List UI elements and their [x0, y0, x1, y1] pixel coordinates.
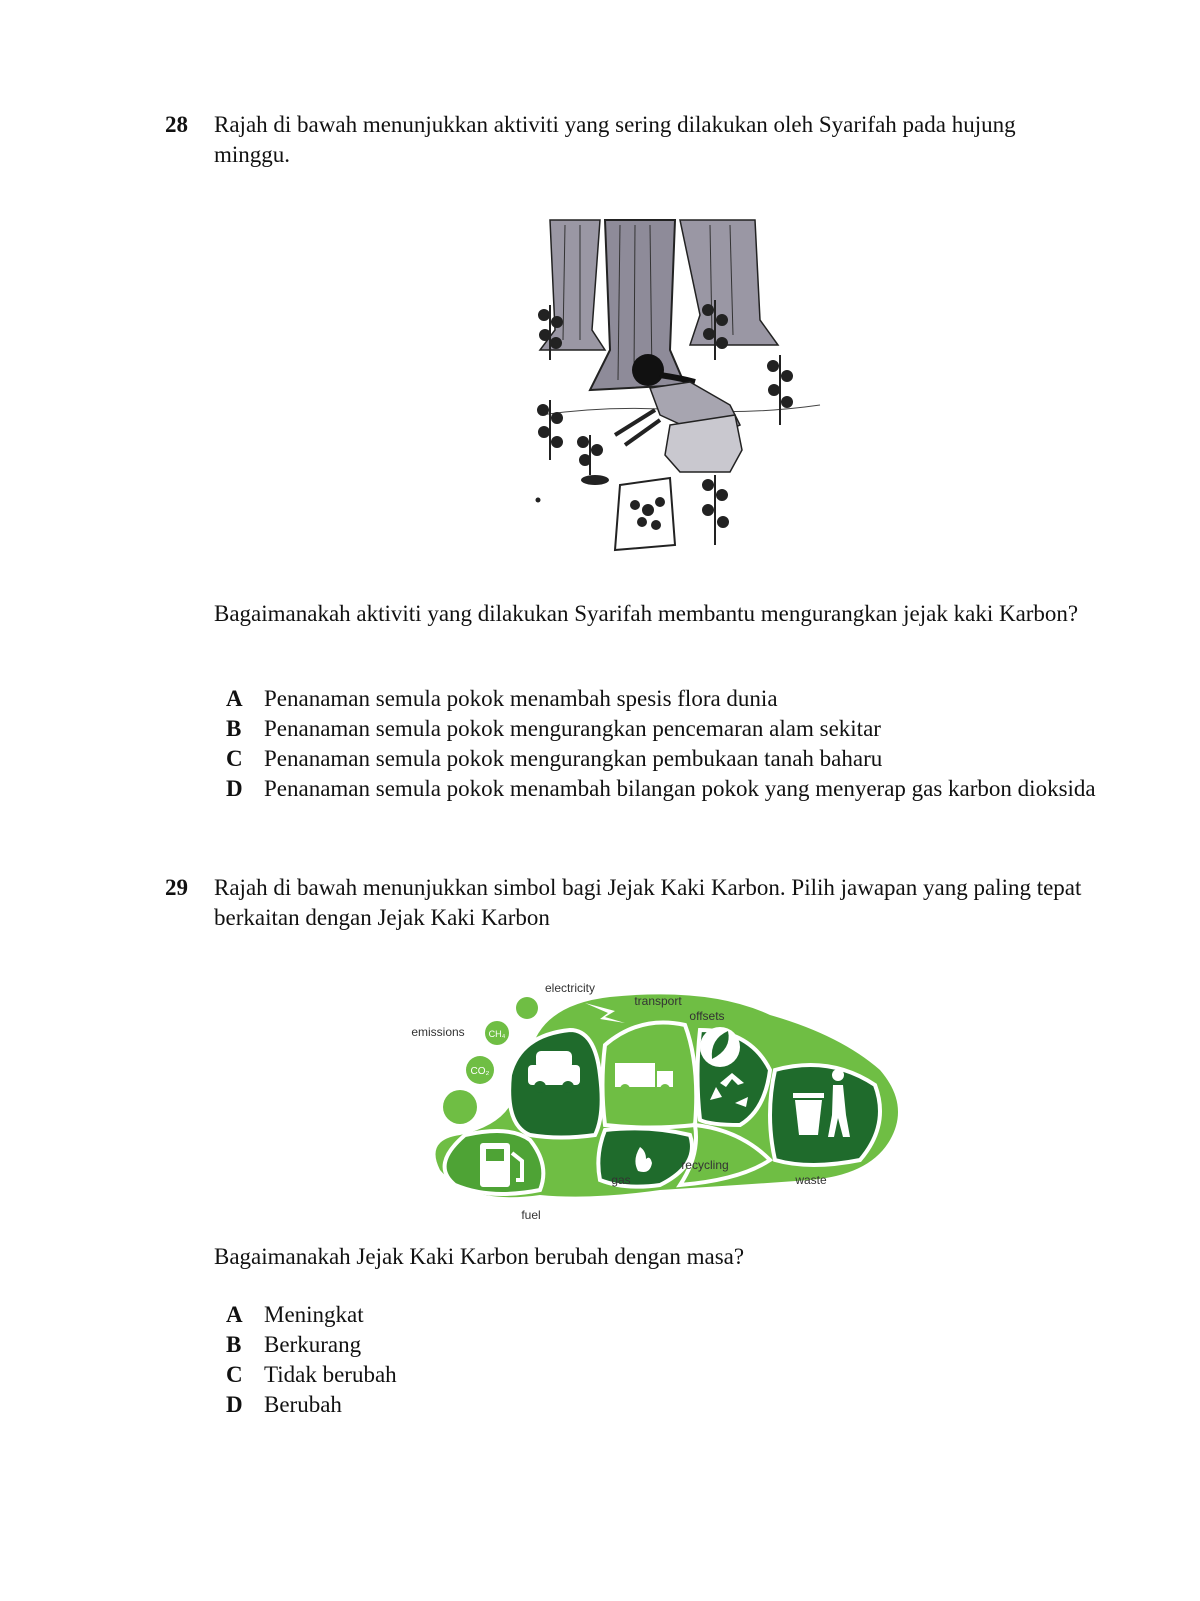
fuel-label: fuel: [521, 1208, 541, 1222]
waste-label: waste: [795, 1173, 827, 1187]
transport-label: transport: [634, 994, 682, 1008]
option-text: Berubah: [264, 1392, 342, 1417]
question-prompt: Bagaimanakah Jejak Kaki Karbon berubah dengan masa?: [214, 1244, 745, 1269]
question-prompt: Bagaimanakah aktiviti yang dilakukan Syarifah membantu mengurangkan jejak kaki Karbon?: [214, 601, 1079, 626]
question-number: 28: [165, 112, 188, 137]
option-text: Penanaman semula pokok menambah bilangan pokok yang menyerap gas karbon dioksida: [264, 776, 1096, 801]
option-text: Tidak berubah: [264, 1362, 397, 1387]
recycling-label: recycling: [681, 1158, 729, 1172]
answer-options: [226, 684, 1126, 804]
question-text: Rajah di bawah menunjukkan aktiviti yang sering dilakukan oleh Syarifah pada hujung minggu.: [214, 112, 1016, 167]
co2-label: CO₂: [470, 1066, 490, 1077]
emissions-label: emissions: [411, 1025, 465, 1039]
electricity-label: electricity: [544, 981, 596, 995]
option-letter: C: [226, 746, 243, 771]
option-b[interactable]: [226, 714, 1126, 744]
option-text: Penanaman semula pokok mengurangkan pencemaran alam sekitar: [264, 716, 881, 741]
option-letter: D: [226, 1392, 243, 1417]
option-letter: A: [226, 686, 243, 711]
option-text: Penanaman semula pokok mengurangkan pembukaan tanah baharu: [264, 746, 883, 771]
option-letter: C: [226, 1362, 243, 1387]
option-text: Meningkat: [264, 1302, 364, 1327]
option-text: Berkurang: [264, 1332, 362, 1357]
option-letter: A: [226, 1302, 243, 1327]
option-letter: B: [226, 716, 242, 741]
option-c[interactable]: [226, 1360, 1126, 1390]
option-b[interactable]: [226, 1330, 1126, 1360]
option-a[interactable]: [226, 1300, 1126, 1330]
option-letter: D: [226, 776, 243, 801]
gas-label: gas: [611, 1173, 631, 1187]
carbon-footprint-diagram: [410, 975, 910, 1245]
option-a[interactable]: [226, 684, 1126, 714]
ch4-label: CH₄: [488, 1029, 506, 1039]
option-letter: B: [226, 1332, 242, 1357]
tree-planting-illustration: [530, 210, 830, 580]
option-d[interactable]: [226, 774, 1126, 804]
option-d[interactable]: [226, 1390, 1126, 1420]
question-text: Rajah di bawah menunjukkan simbol bagi Jejak Kaki Karbon. Pilih jawapan yang paling tepat berkaitan dengan Jejak Kaki Karbon: [214, 875, 1082, 930]
option-text: Penanaman semula pokok menambah spesis flora dunia: [264, 686, 778, 711]
option-c[interactable]: [226, 744, 1126, 774]
offsets-label: offsets: [689, 1009, 725, 1023]
question-number: 29: [165, 875, 188, 900]
answer-options: [226, 1300, 1126, 1420]
